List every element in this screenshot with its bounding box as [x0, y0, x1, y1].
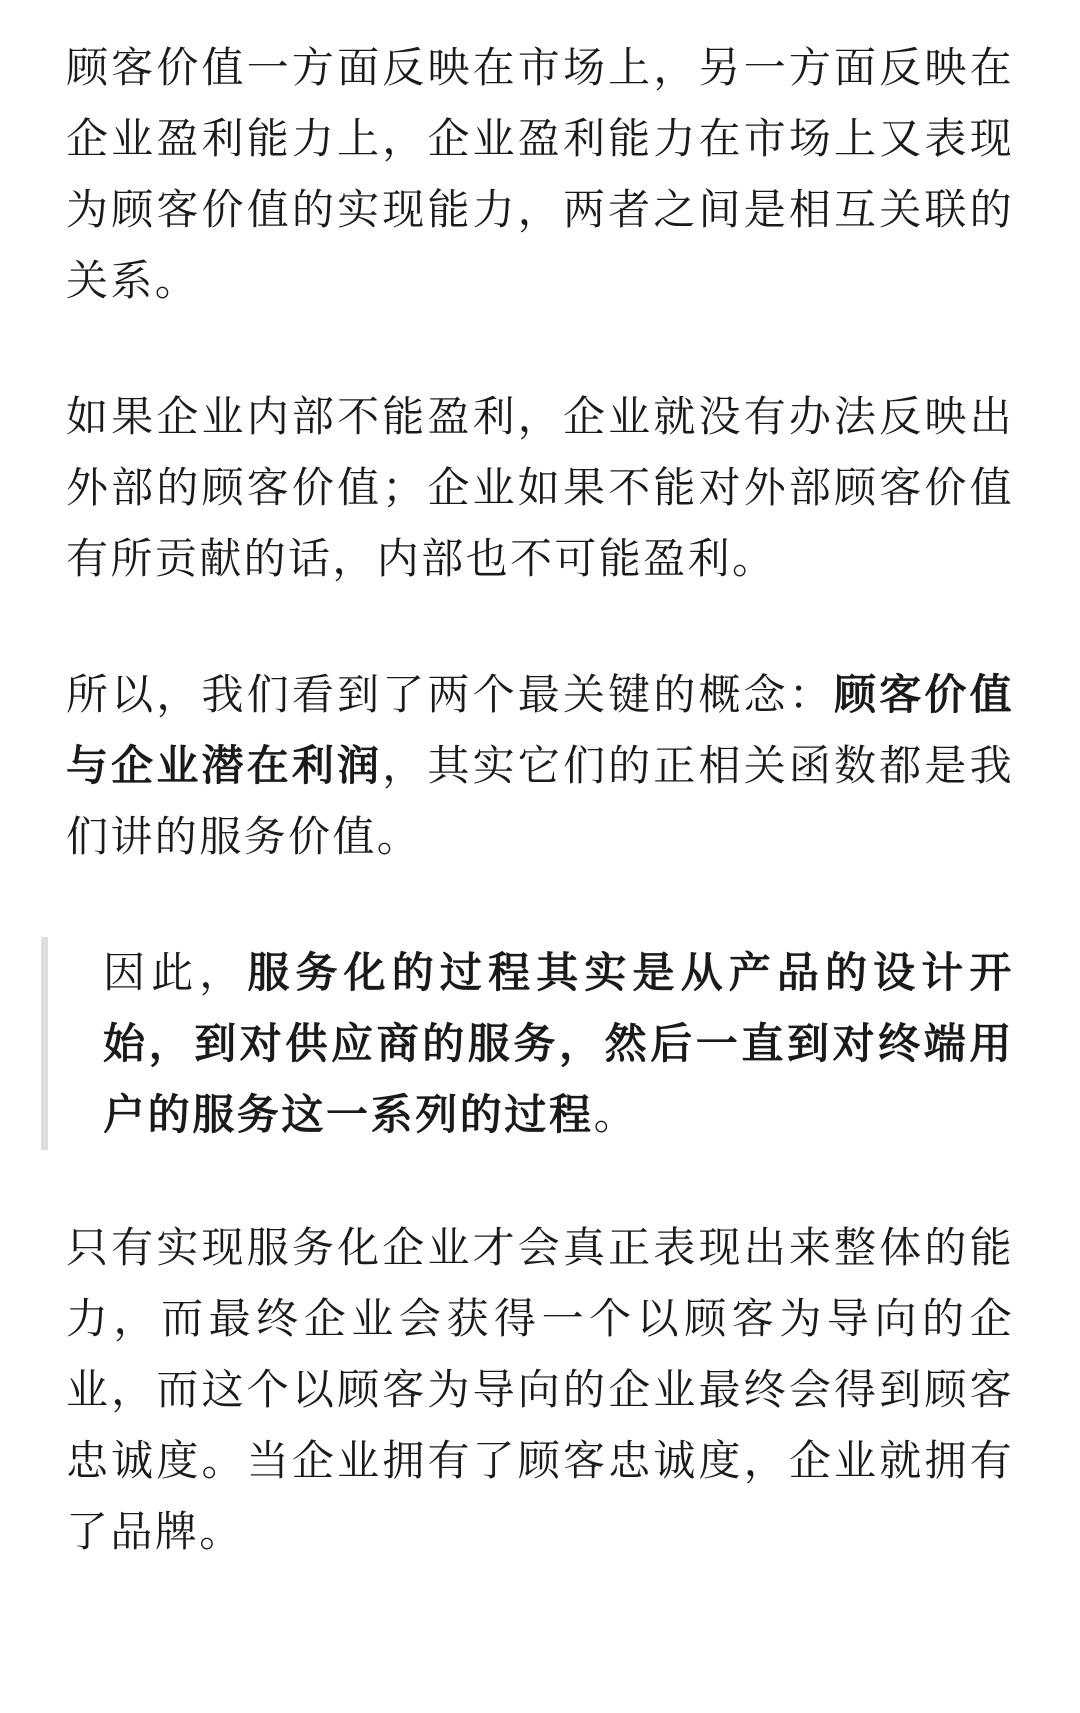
key-concepts-tail: ，其实它们的正相关函数都是我们讲的服务价值。	[66, 741, 1014, 861]
paragraph-brand: 只有实现服务化企业才会真正表现出来整体的能力，而最终企业会获得一个以顾客为导向的企业，而这个以顾客为导向的企业最终会得到顾客忠诚度。当企业拥有了顾客忠诚度，企业就拥有了品牌。	[66, 1223, 1014, 1556]
key-concepts-lead: 所以，我们看到了两个最关键的概念：	[66, 670, 835, 719]
quote-paragraph	[103, 937, 1014, 1150]
article-body	[66, 32, 1014, 1567]
blockquote-servitization	[41, 937, 1014, 1150]
quote-lead: 因此，	[103, 948, 248, 997]
key-concepts-bold: 顾客价值与企业潜在利润	[66, 670, 1014, 790]
quote-bold: 服务化的过程其实是从产品的设计开始，到对供应商的服务，然后一直到对终端用户的服务这一系列的过程	[103, 948, 1014, 1139]
paragraph-customer-value: 顾客价值一方面反映在市场上，另一方面反映在企业盈利能力上，企业盈利能力在市场上又表现为顾客价值的实现能力，两者之间是相互关联的关系。	[66, 43, 1014, 305]
paragraph-internal-profit: 如果企业内部不能盈利，企业就没有办法反映出外部的顾客价值；企业如果不能对外部顾客价值有所贡献的话，内部也不可能盈利。	[66, 392, 1014, 583]
paragraph-key-concepts	[66, 659, 1014, 872]
quote-tail: 。	[593, 1090, 639, 1139]
